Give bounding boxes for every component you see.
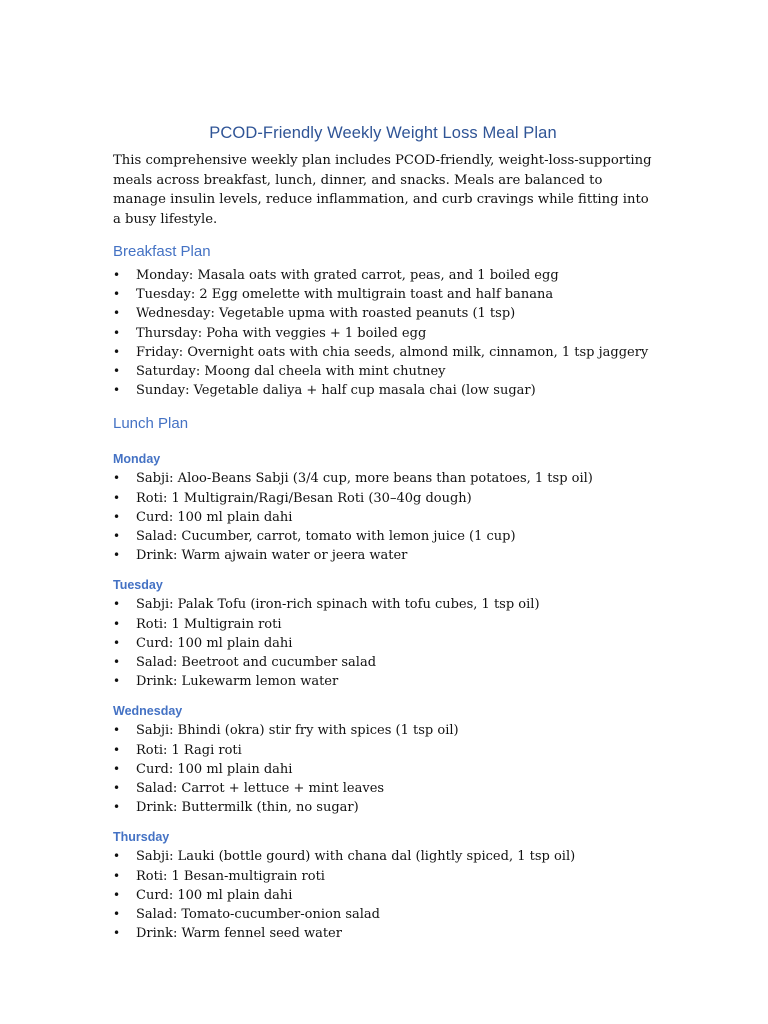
list-item [113,527,653,546]
list-item-text: Salad: Cucumber, carrot, tomato with lemon juice (1 cup) [136,529,516,545]
list-item-text: Roti: 1 Besan-multigrain roti [136,868,325,884]
list-item [113,324,653,343]
list-item-text: Curd: 100 ml plain dahi [136,887,293,903]
list-item [113,672,653,691]
day-heading: Wednesday [113,704,183,719]
bullet-icon: • [113,635,121,650]
bullet-icon: • [113,306,121,321]
list-item [113,867,653,886]
bullet-icon: • [113,529,121,544]
lunch-day-thursday [113,830,653,943]
list-item-text: Salad: Tomato-cucumber-onion salad [136,907,381,923]
spacer [113,691,653,704]
bullet-icon: • [113,344,121,359]
bullet-icon: • [113,268,121,282]
list-item-text: Drink: Warm fennel seed water [136,926,342,942]
list-item-text: Drink: Warm ajwain water or jeera water [136,548,408,564]
list-item-text: Friday: Overnight oats with chia seeds, almond milk, cinnamon, 1 tsp jaggery [136,344,649,360]
bullet-icon: • [113,471,121,486]
list-item-text: Sabji: Palak Tofu (iron-rich spinach with tofu cubes, 1 tsp oil) [136,597,540,613]
list-item-text: Salad: Beetroot and cucumber salad [136,655,377,671]
list-item [113,304,653,323]
list-item-text: Wednesday: Vegetable upma with roasted peanuts (1 tsp) [136,306,516,322]
bullet-icon: • [113,723,121,738]
spacer [113,438,653,452]
spacer [113,817,653,830]
list-item-text: Roti: 1 Ragi roti [136,742,242,758]
list-item [113,721,653,740]
bullet-icon: • [113,490,121,505]
list-item [113,266,653,285]
list-item-text: Curd: 100 ml plain dahi [136,509,293,525]
list-item [113,886,653,905]
lunch-day-tuesday [113,578,653,691]
list-item-text: Thursday: Poha with veggies + 1 boiled egg [136,325,427,341]
lunch-day-monday [113,452,653,565]
bullet-icon: • [113,674,121,689]
list-item-text: Roti: 1 Multigrain roti [136,616,282,632]
day-heading: Tuesday [113,578,163,593]
list-item-text: Drink: Buttermilk (thin, no sugar) [136,800,359,816]
bullet-icon: • [113,287,121,302]
breakfast-heading: Breakfast Plan [113,243,211,260]
list-item [113,343,653,362]
lunch-heading: Lunch Plan [113,415,189,433]
intro-paragraph: This comprehensive weekly plan includes PCOD-friendly, weight-loss-supporting meals across breakfast, lunch, dinner, and snacks. Meals are balanced to manage insulin levels, reduce inflammation, and curb cravings while fitting into a busy lifestyle. [113,153,652,227]
list-item [113,285,653,304]
bullet-icon: • [113,597,121,612]
bullet-icon: • [113,383,121,398]
list-item [113,381,653,400]
list-item [113,546,653,565]
bullet-icon: • [113,364,121,379]
list-item-text: Salad: Carrot + lettuce + mint leaves [136,781,385,797]
bullet-icon: • [113,926,121,941]
bullet-icon: • [113,509,121,524]
list-item-text: Sabji: Bhindi (okra) stir fry with spices (1 tsp oil) [136,723,459,739]
list-item-text: Sunday: Vegetable daliya + half cup masala chai (low sugar) [136,383,536,399]
list-item-text: Saturday: Moong dal cheela with mint chutney [136,364,446,380]
list-item [113,362,653,381]
list-item [113,615,653,634]
list-item [113,924,653,943]
list-item-text: Drink: Lukewarm lemon water [136,674,339,690]
list-item-text: Roti: 1 Multigrain/Ragi/Besan Roti (30–40g dough) [136,490,472,506]
list-item [113,653,653,672]
list-item [113,847,653,866]
lunch-list [113,595,653,691]
document-title: PCOD-Friendly Weekly Weight Loss Meal Plan [209,124,557,142]
list-item-text: Curd: 100 ml plain dahi [136,635,293,651]
list-item [113,469,653,488]
bullet-icon: • [113,742,121,757]
list-item [113,634,653,653]
list-item-text: Tuesday: 2 Egg omelette with multigrain toast and half banana [136,287,554,303]
breakfast-section [113,243,653,400]
list-item [113,798,653,817]
list-item [113,741,653,760]
spacer [113,400,653,415]
bullet-icon: • [113,781,121,796]
bullet-icon: • [113,548,121,563]
bullet-icon: • [113,655,121,670]
lunch-list [113,847,653,943]
bullet-icon: • [113,868,121,883]
bullet-icon: • [113,800,121,815]
lunch-list [113,721,653,817]
day-heading: Monday [113,452,161,467]
spacer [113,565,653,578]
list-item [113,779,653,798]
list-item [113,489,653,508]
document-page [113,124,653,943]
breakfast-list [113,266,653,400]
bullet-icon: • [113,616,121,631]
lunch-section [113,415,653,943]
bullet-icon: • [113,761,121,776]
lunch-list [113,469,653,565]
list-item-text: Sabji: Aloo-Beans Sabji (3/4 cup, more beans than potatoes, 1 tsp oil) [136,471,593,487]
list-item [113,905,653,924]
bullet-icon: • [113,849,121,864]
list-item [113,595,653,614]
list-item-text: Curd: 100 ml plain dahi [136,761,293,777]
bullet-icon: • [113,887,121,902]
lunch-day-wednesday [113,704,653,817]
list-item [113,760,653,779]
day-heading: Thursday [113,830,170,845]
bullet-icon: • [113,325,121,340]
bullet-icon: • [113,907,121,922]
list-item-text: Sabji: Lauki (bottle gourd) with chana dal (lightly spiced, 1 tsp oil) [136,849,576,865]
list-item [113,508,653,527]
list-item-text: Monday: Masala oats with grated carrot, peas, and 1 boiled egg [136,268,559,283]
